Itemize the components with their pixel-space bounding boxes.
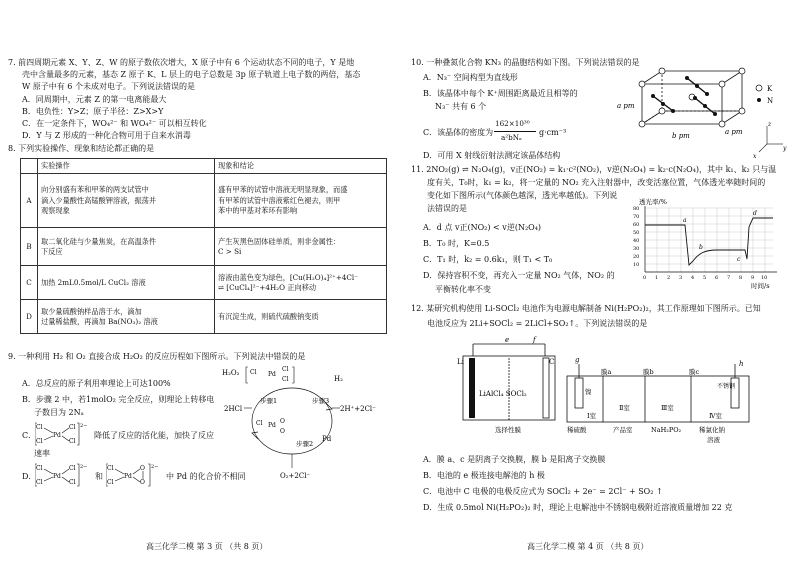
row-operation: 向分别盛有苯和甲苯的两支试管中 滴入少量酸性高锰酸钾溶液，振荡并 观察现象 (38, 174, 215, 228)
q10-option-b-line2: N₃⁻ 共有 6 个 (435, 102, 487, 111)
chart-ylabel: 透光率/% (639, 198, 667, 206)
q8-header-blank (21, 159, 38, 174)
nacl-label: 稀氯化钠 (699, 426, 725, 434)
svg-text:2: 2 (667, 275, 671, 281)
svg-text:Pd: Pd (268, 371, 276, 378)
nacl-solution-label: 溶液 (707, 436, 720, 444)
q8-header-operation: 实验操作 (38, 159, 215, 174)
c-electrode-label: C (549, 358, 555, 366)
point-c-label: c (737, 256, 741, 263)
q12-stem-line1: 12. 某研究机构使用 Li-SOCl₂ 电池作为电源电解制备 Ni(H₂PO₂)₂，其工作原理如下图所示。已知 (411, 304, 761, 313)
row-result: 溶液由蓝色变为绿色，[Cu(H₂O)₄]²⁺+4Cl⁻ ⇌ [CuCl₄]²⁻+4H₂O 正向移动 (215, 266, 387, 300)
table-row (21, 266, 387, 300)
svg-text:Cl: Cl (36, 424, 43, 431)
k-legend-label: K (767, 85, 773, 93)
q9-option-c-line1: 降低了反应的活化能，加快了反应 (94, 431, 214, 440)
room-4-label: Ⅳ室 (709, 412, 722, 420)
room-3-label: Ⅲ室 (661, 404, 674, 412)
reaction-cycle-diagram (222, 363, 392, 483)
q9-option-b-line2: 子数目为 2Nₐ (34, 408, 84, 417)
point-d-label: d (753, 210, 757, 217)
row-operation: 加热 2mL0.5mol/L CuCl₂ 溶液 (38, 266, 215, 300)
q11-option-d-line2: 平衡转化率不变 (435, 285, 491, 294)
a-pm-label-2: a pm (725, 128, 743, 136)
q10-density-denominator: a²bNₐ (501, 133, 522, 142)
svg-text:O: O (140, 479, 145, 486)
svg-text:2−: 2− (151, 464, 159, 470)
q7-option-c: C．在一定条件下，WO₄²⁻ 和 WO₄²⁻ 可以相互转化 (22, 119, 207, 128)
svg-text:10: 10 (633, 262, 640, 268)
q9-stem: 9. 一种利用 H₂ 和 O₂ 直接合成 H₂O₂ 的反应历程如下图所示。下列说法中错误的是 (8, 352, 306, 361)
q11-option-a: A．d 点 v正(NO₂) < v逆(N₂O₄) (423, 223, 542, 232)
room-2-label: Ⅱ室 (619, 404, 630, 412)
svg-text:Cl: Cl (282, 366, 289, 373)
q10-density-numerator: 162×10³⁰ (495, 119, 530, 128)
h2-label: H₂ (334, 375, 343, 383)
q11-stem-line2: 度有关，T₀时，k₁ = k₂，将一定量的 NO₂ 充入注射器中，改变活塞位置，气体透光率随时间的 (427, 178, 766, 187)
svg-text:60: 60 (633, 222, 640, 228)
q12-option-b: B．电池的 e 极连接电解池的 h 极 (423, 471, 545, 480)
svg-text:Cl: Cl (250, 369, 257, 376)
q12-option-a: A．膜 a、c 是阴离子交换膜，膜 b 是阳离子交换膜 (423, 455, 606, 464)
point-a-label: a (683, 217, 687, 224)
k-legend-icon (756, 85, 762, 91)
svg-text:2−: 2− (80, 464, 88, 470)
q7-option-a: A．同周期中，元素 Z 的第一电离能最大 (22, 95, 167, 104)
table-row (21, 174, 387, 228)
step3-label: 步骤3 (312, 397, 330, 405)
svg-text:7: 7 (727, 275, 731, 281)
product-room-label: 产品室 (613, 426, 633, 434)
h2o2-label: H₂O₂ (222, 369, 240, 377)
q8-table (20, 158, 387, 334)
q10-option-b-line1: B．该晶体中每个 K⁺周围距离最近且相等的 (423, 89, 578, 98)
selective-membrane-label: 选择性膜 (495, 426, 521, 434)
svg-text:Cl: Cl (107, 465, 114, 472)
q9-option-d-and: 和 (95, 472, 103, 481)
pd-peroxo-complex-icon (106, 462, 164, 488)
row-key: D (21, 300, 38, 334)
svg-text:0: 0 (643, 275, 647, 281)
svg-text:Pd: Pd (53, 432, 61, 439)
nah2po2-label: NaH₂PO₂ (651, 426, 682, 434)
svg-text:6: 6 (715, 275, 719, 281)
svg-text:Pd: Pd (124, 473, 132, 480)
left-page-footer: 高三化学二模 第 3 页 （共 8 页） (146, 542, 268, 551)
svg-text:9: 9 (751, 275, 755, 281)
svg-text:4: 4 (691, 275, 695, 281)
q7-stem-line3: W 原子中有 6 个未成对电子。下列说法错误的是 (22, 82, 195, 91)
pd-complex-structure-icon (35, 462, 93, 488)
q9-option-d-label: D． (22, 472, 37, 481)
q9-option-a: A．总反应的原子利用率理论上可达100% (22, 379, 171, 388)
q11-stem-line1: 11. 2NO₂(g) ⇌ N₂O₄(g)，v正(NO₂) = k₁·c²(NO₂)，v逆(N₂O₄) = k₂·c(N₂O₄)，其中 k₁、k₂ 只与温 (411, 165, 777, 174)
2hcl-label: 2HCl (224, 405, 243, 413)
svg-text:10: 10 (761, 275, 768, 281)
svg-text:2−: 2− (80, 423, 88, 429)
room-1-label: Ⅰ室 (587, 412, 597, 420)
membrane-a-label: 膜a (601, 368, 612, 376)
q9-option-b-line1: B．步骤 2 中，若1molO₂ 完全反应，则理论上转移电 (22, 395, 215, 404)
svg-text:1: 1 (655, 275, 659, 281)
dilute-sulfuric-acid-label: 稀硫酸 (567, 426, 587, 434)
electrode-h-label: h (739, 360, 744, 368)
electrode-f-label: f (533, 336, 536, 344)
q7-stem-line1: 7. 前四周期元素 X、Y、Z、W 的原子数依次增大，X 原子中有 6 个运动状态不同的电子，Y 是地 (8, 58, 355, 67)
b-pm-label: b pm (672, 132, 690, 140)
n-legend-icon (757, 98, 761, 102)
right-page-footer: 高三化学二模 第 4 页 （共 8 页） (527, 542, 649, 551)
q12-option-c: C．电池中 C 电极的电极反应式为 SOCl₂ + 2e⁻ = 2Cl⁻ + SO₂ ↑ (423, 487, 663, 496)
q8-stem: 8. 下列实验操作、现象和结论都正确的是 (8, 144, 155, 153)
chart-yticks (633, 206, 639, 268)
membrane-b-label: 膜b (643, 368, 654, 376)
svg-text:40: 40 (633, 238, 640, 244)
svg-text:50: 50 (633, 230, 640, 236)
electrolysis-diagram (455, 336, 751, 446)
li-electrode-label: Li (457, 358, 464, 366)
z-axis-label: z (768, 121, 772, 128)
svg-text:Cl: Cl (36, 438, 43, 445)
svg-text:70: 70 (633, 214, 640, 220)
y-axis-label: y (783, 145, 787, 152)
svg-text:Cl: Cl (36, 479, 43, 486)
row-result: 盛有甲苯的试管中溶液无明显现象，而盛 有甲苯的试管中溶液紫红色褪去，则甲 苯中的甲基对苯环有影响 (215, 174, 387, 228)
2h-2cl-label: 2H⁺+2Cl⁻ (340, 405, 376, 413)
q10-option-c-prefix: C．该晶体的密度为 (423, 128, 494, 137)
table-row (21, 300, 387, 334)
q10-density-unit: g·cm⁻³ (539, 128, 567, 137)
q12-stem-line2: 电池反应为 2Li+SOCl₂ = 2LiCl+SO₂↑。下列说法错误的是 (427, 319, 648, 328)
svg-text:Cl: Cl (282, 376, 289, 383)
n-legend-label: N (767, 97, 774, 105)
q10-stem: 10. 一种叠氮化合物 KN₃ 的晶胞结构如下图。下列说法错误的是 (411, 58, 640, 67)
svg-text:30: 30 (633, 246, 640, 252)
svg-text:Cl: Cl (256, 420, 263, 427)
row-operation: 取二氧化硅与少量焦炭，在高温条件 下反应 (38, 228, 215, 266)
svg-text:O: O (280, 428, 285, 435)
svg-text:Cl: Cl (69, 479, 76, 486)
row-key: A (21, 174, 38, 228)
q11-option-b: B．T₀ 时，K=0.5 (423, 239, 490, 248)
pd-label: Pd (322, 435, 332, 443)
q11-stem-line3: 变化如下图所示(气体颜色越深，透光率越低)。下列说 (427, 191, 618, 200)
crystal-cell-diagram (617, 66, 789, 166)
q10-option-d: D．可用 X 射线衍射法测定该晶体结构 (423, 151, 561, 160)
svg-text:Pd: Pd (53, 473, 61, 480)
svg-text:3: 3 (679, 275, 683, 281)
q7-option-b: B．电负性：Y>Z；原子半径：Z>X>Y (22, 107, 164, 116)
row-result: 产生灰黑色固体硅单质，则非金属性： C > Si (215, 228, 387, 266)
a-pm-label: a pm (617, 102, 635, 110)
transmittance-chart (627, 197, 789, 289)
row-operation: 取少量硫酸钠样品溶于水，滴加 过量稀盐酸，再滴加 Ba(NO₃)₂ 溶液 (38, 300, 215, 334)
chart-xticks (643, 275, 767, 281)
transmittance-curve (645, 218, 773, 265)
table-row (21, 228, 387, 266)
svg-text:20: 20 (633, 254, 640, 260)
q7-stem-line2: 壳中含量最多的元素，基态 Z 原子 K、L 层上的电子总数是 3p 原子轨道上电子数的两倍，基态 (22, 70, 361, 79)
row-key: C (21, 266, 38, 300)
row-result: 有沉淀生成，则硫代硫酸钠变质 (215, 300, 387, 334)
svg-text:O: O (280, 418, 285, 425)
svg-text:8: 8 (739, 275, 743, 281)
right-page (397, 0, 794, 575)
chart-xlabel: 时间/s (751, 282, 770, 289)
svg-text:Cl: Cl (107, 479, 114, 486)
q7-option-d: D．Y 与 Z 形成的一种化合物可用于自来水消毒 (22, 131, 191, 140)
q10-option-a: A．N₃⁻ 空间构型为直线形 (423, 73, 518, 82)
svg-text:Pd: Pd (268, 422, 276, 429)
steel-label: 不锈钢 (717, 383, 736, 390)
q8-header-result: 现象和结论 (215, 159, 387, 174)
step2-label: 步骤2 (296, 440, 314, 448)
q11-stem-line4: 法错误的是 (427, 204, 467, 213)
membrane-c-label: 膜c (689, 368, 700, 376)
svg-text:Cl: Cl (69, 465, 76, 472)
q9-option-c-label: C． (22, 431, 37, 440)
nickel-label: 镍 (585, 388, 592, 396)
electrode-g-label: g (575, 356, 580, 364)
row-key: B (21, 228, 38, 266)
svg-text:Cl: Cl (69, 438, 76, 445)
electrode-e-label: e (505, 336, 510, 344)
q9-option-d-text: 中 Pd 的化合价不相同 (166, 472, 246, 481)
fraction-bar (494, 131, 536, 132)
q11-option-d-line1: D．保持容积不变，再充入一定量 NO₂ 气体，NO₂ 的 (423, 271, 615, 280)
step1-label: 步骤1 (260, 397, 278, 405)
q11-option-c: C．T₁ 时，k₂ = 0.6k₁，则 T₁ < T₀ (423, 255, 553, 264)
svg-text:80: 80 (633, 206, 640, 212)
q12-option-d: D．生成 0.5mol Ni(H₂PO₂)₂ 时，理论上电解池中不锈钢电极附近溶液质量增加 22 克 (423, 503, 733, 512)
o2-2cl-label: O₂+2Cl⁻ (280, 472, 311, 480)
pd-complex-structure-icon (35, 421, 93, 447)
svg-text:O: O (140, 465, 145, 472)
svg-text:Cl: Cl (69, 424, 76, 431)
svg-text:5: 5 (703, 275, 707, 281)
electrolyte-label: LiAlCl₄ SOCl₂ (479, 390, 527, 398)
svg-text:Cl: Cl (36, 465, 43, 472)
point-b-label: b (699, 244, 703, 251)
x-axis-label: x (753, 153, 757, 160)
q9-option-c-line2: 速率 (34, 449, 50, 458)
